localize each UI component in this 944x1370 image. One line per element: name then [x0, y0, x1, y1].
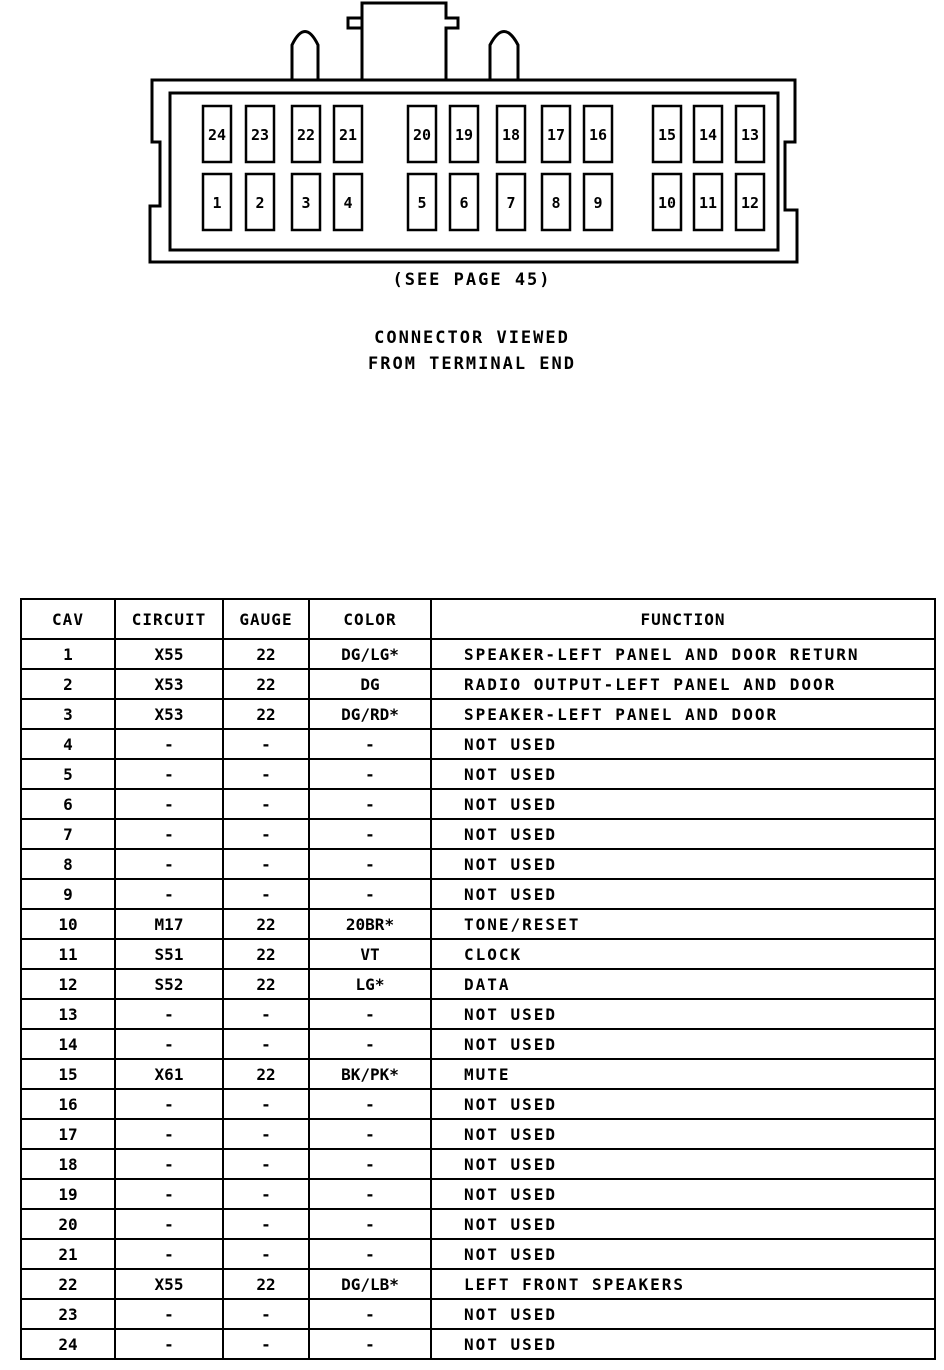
table-row [21, 1239, 935, 1269]
cell-color: - [309, 999, 431, 1029]
connector-latch [348, 3, 458, 80]
pin-label: 4 [343, 194, 353, 212]
cell-color: - [309, 1209, 431, 1239]
cell-function: RADIO OUTPUT-LEFT PANEL AND DOOR [431, 669, 935, 699]
cell-color: - [309, 1239, 431, 1269]
cell-circuit: X61 [115, 1059, 223, 1089]
cell-function: NOT USED [431, 1329, 935, 1359]
pin-label: 9 [593, 194, 603, 212]
cell-circuit: X55 [115, 1269, 223, 1299]
table-row [21, 789, 935, 819]
header-color: COLOR [309, 599, 431, 639]
cell-gauge: - [223, 1179, 309, 1209]
cell-gauge: 22 [223, 699, 309, 729]
cell-circuit: - [115, 729, 223, 759]
cell-circuit: - [115, 849, 223, 879]
cell-function: NOT USED [431, 1299, 935, 1329]
cell-circuit: - [115, 879, 223, 909]
cell-function: NOT USED [431, 1029, 935, 1059]
cell-function: NOT USED [431, 999, 935, 1029]
cell-circuit: - [115, 1239, 223, 1269]
cell-gauge: - [223, 729, 309, 759]
pin-label: 21 [338, 126, 358, 144]
cell-color: - [309, 1089, 431, 1119]
cell-gauge: - [223, 819, 309, 849]
cell-cav: 9 [21, 879, 115, 909]
table-row [21, 1209, 935, 1239]
cell-function: NOT USED [431, 729, 935, 759]
table-row [21, 1029, 935, 1059]
header-function: FUNCTION [431, 599, 935, 639]
cell-color: - [309, 729, 431, 759]
table-row [21, 1089, 935, 1119]
cell-cav: 2 [21, 669, 115, 699]
table-row [21, 1299, 935, 1329]
cell-color: - [309, 1179, 431, 1209]
cell-cav: 5 [21, 759, 115, 789]
cell-gauge: 22 [223, 939, 309, 969]
cell-circuit: - [115, 999, 223, 1029]
cell-cav: 19 [21, 1179, 115, 1209]
cell-gauge: - [223, 849, 309, 879]
pin-label: 17 [546, 126, 566, 144]
pin-label: 12 [740, 194, 760, 212]
cell-cav: 11 [21, 939, 115, 969]
cell-gauge: 22 [223, 969, 309, 999]
cell-circuit: - [115, 789, 223, 819]
cell-cav: 20 [21, 1209, 115, 1239]
cell-circuit: X55 [115, 639, 223, 669]
cell-cav: 22 [21, 1269, 115, 1299]
cell-gauge: - [223, 1329, 309, 1359]
pin-label: 18 [501, 126, 521, 144]
cell-cav: 21 [21, 1239, 115, 1269]
cell-gauge: - [223, 879, 309, 909]
right-post [490, 32, 518, 81]
cell-color: BK/PK* [309, 1059, 431, 1089]
table-row [21, 999, 935, 1029]
cell-gauge: - [223, 1299, 309, 1329]
cell-cav: 15 [21, 1059, 115, 1089]
see-page-note: (SEE PAGE 45) [392, 270, 552, 290]
pin-label: 10 [657, 194, 677, 212]
table-row [21, 879, 935, 909]
pin-label: 22 [296, 126, 316, 144]
cell-color: DG/LB* [309, 1269, 431, 1299]
cell-cav: 1 [21, 639, 115, 669]
left-post [292, 32, 318, 81]
pin-label: 5 [417, 194, 427, 212]
cell-gauge: - [223, 1149, 309, 1179]
table-row [21, 639, 935, 669]
cell-function: NOT USED [431, 849, 935, 879]
cell-cav: 12 [21, 969, 115, 999]
cell-gauge: - [223, 1119, 309, 1149]
pin-label: 15 [657, 126, 677, 144]
cell-cav: 10 [21, 909, 115, 939]
cell-gauge: 22 [223, 909, 309, 939]
cell-function: CLOCK [431, 939, 935, 969]
table-row [21, 969, 935, 999]
table-row [21, 669, 935, 699]
cell-cav: 8 [21, 849, 115, 879]
cell-function: NOT USED [431, 789, 935, 819]
pin-label: 16 [588, 126, 608, 144]
table-row [21, 819, 935, 849]
header-cav: CAV [21, 599, 115, 639]
table-row [21, 849, 935, 879]
cell-color: - [309, 879, 431, 909]
cell-function: MUTE [431, 1059, 935, 1089]
cell-function: NOT USED [431, 1179, 935, 1209]
cell-circuit: - [115, 1179, 223, 1209]
caption-line-2: FROM TERMINAL END [368, 354, 576, 374]
table-row [21, 1149, 935, 1179]
cell-color: DG [309, 669, 431, 699]
wiring-table [20, 598, 936, 1360]
cell-color: DG/LG* [309, 639, 431, 669]
cell-circuit: S51 [115, 939, 223, 969]
cell-circuit: - [115, 819, 223, 849]
table-row [21, 1059, 935, 1089]
table-row [21, 909, 935, 939]
cell-cav: 13 [21, 999, 115, 1029]
cell-function: NOT USED [431, 1119, 935, 1149]
table-row [21, 699, 935, 729]
cell-circuit: - [115, 1029, 223, 1059]
pin-label: 6 [459, 194, 469, 212]
cell-color: - [309, 1149, 431, 1179]
cell-color: VT [309, 939, 431, 969]
pin-label: 11 [698, 194, 718, 212]
cell-cav: 16 [21, 1089, 115, 1119]
cell-circuit: - [115, 759, 223, 789]
cell-function: DATA [431, 969, 935, 999]
cell-function: LEFT FRONT SPEAKERS [431, 1269, 935, 1299]
cell-color: - [309, 819, 431, 849]
pin-label: 2 [255, 194, 265, 212]
cell-function: NOT USED [431, 1239, 935, 1269]
pin-label: 24 [207, 126, 227, 144]
cell-gauge: - [223, 999, 309, 1029]
cell-gauge: - [223, 759, 309, 789]
table-header-row [21, 599, 935, 639]
cell-circuit: - [115, 1149, 223, 1179]
cell-cav: 18 [21, 1149, 115, 1179]
header-circuit: CIRCUIT [115, 599, 223, 639]
cell-gauge: - [223, 1089, 309, 1119]
cell-color: - [309, 1329, 431, 1359]
cell-color: - [309, 1119, 431, 1149]
table-row [21, 1179, 935, 1209]
cell-color: - [309, 1029, 431, 1059]
cell-color: 20BR* [309, 909, 431, 939]
pin-label: 13 [740, 126, 760, 144]
cell-cav: 3 [21, 699, 115, 729]
cell-color: DG/RD* [309, 699, 431, 729]
table-row [21, 759, 935, 789]
cell-gauge: - [223, 1029, 309, 1059]
cell-gauge: 22 [223, 1059, 309, 1089]
cell-circuit: - [115, 1089, 223, 1119]
cell-function: NOT USED [431, 819, 935, 849]
cell-function: NOT USED [431, 1209, 935, 1239]
cell-gauge: 22 [223, 639, 309, 669]
table-row [21, 1119, 935, 1149]
pin-label: 8 [551, 194, 561, 212]
cell-gauge: 22 [223, 1269, 309, 1299]
cell-circuit: S52 [115, 969, 223, 999]
cell-color: - [309, 789, 431, 819]
table-row [21, 729, 935, 759]
cell-cav: 14 [21, 1029, 115, 1059]
cell-cav: 4 [21, 729, 115, 759]
cell-function: SPEAKER-LEFT PANEL AND DOOR RETURN [431, 639, 935, 669]
cell-color: - [309, 759, 431, 789]
cell-gauge: - [223, 789, 309, 819]
cell-cav: 24 [21, 1329, 115, 1359]
pin-label: 1 [212, 194, 222, 212]
pin-label: 23 [250, 126, 270, 144]
cell-cav: 23 [21, 1299, 115, 1329]
connector-diagram [0, 0, 944, 300]
cell-gauge: 22 [223, 669, 309, 699]
cell-circuit: M17 [115, 909, 223, 939]
table-row [21, 939, 935, 969]
cell-cav: 7 [21, 819, 115, 849]
cell-cav: 17 [21, 1119, 115, 1149]
pin-label: 7 [506, 194, 516, 212]
cell-function: TONE/RESET [431, 909, 935, 939]
cell-gauge: - [223, 1209, 309, 1239]
cell-cav: 6 [21, 789, 115, 819]
cell-function: SPEAKER-LEFT PANEL AND DOOR [431, 699, 935, 729]
cell-circuit: X53 [115, 669, 223, 699]
cell-circuit: X53 [115, 699, 223, 729]
cell-function: NOT USED [431, 1149, 935, 1179]
cell-color: - [309, 1299, 431, 1329]
cell-circuit: - [115, 1329, 223, 1359]
pin-label: 3 [301, 194, 311, 212]
cell-color: LG* [309, 969, 431, 999]
cell-circuit: - [115, 1119, 223, 1149]
pin-label: 14 [698, 126, 718, 144]
table-row [21, 1329, 935, 1359]
header-gauge: GAUGE [223, 599, 309, 639]
cell-function: NOT USED [431, 1089, 935, 1119]
cell-circuit: - [115, 1299, 223, 1329]
pin-label: 19 [454, 126, 474, 144]
cell-gauge: - [223, 1239, 309, 1269]
cell-circuit: - [115, 1209, 223, 1239]
pin-label: 20 [412, 126, 432, 144]
caption-line-1: CONNECTOR VIEWED [374, 328, 570, 348]
cell-color: - [309, 849, 431, 879]
cell-function: NOT USED [431, 759, 935, 789]
connector-inner-face [170, 93, 778, 250]
cell-function: NOT USED [431, 879, 935, 909]
table-row [21, 1269, 935, 1299]
